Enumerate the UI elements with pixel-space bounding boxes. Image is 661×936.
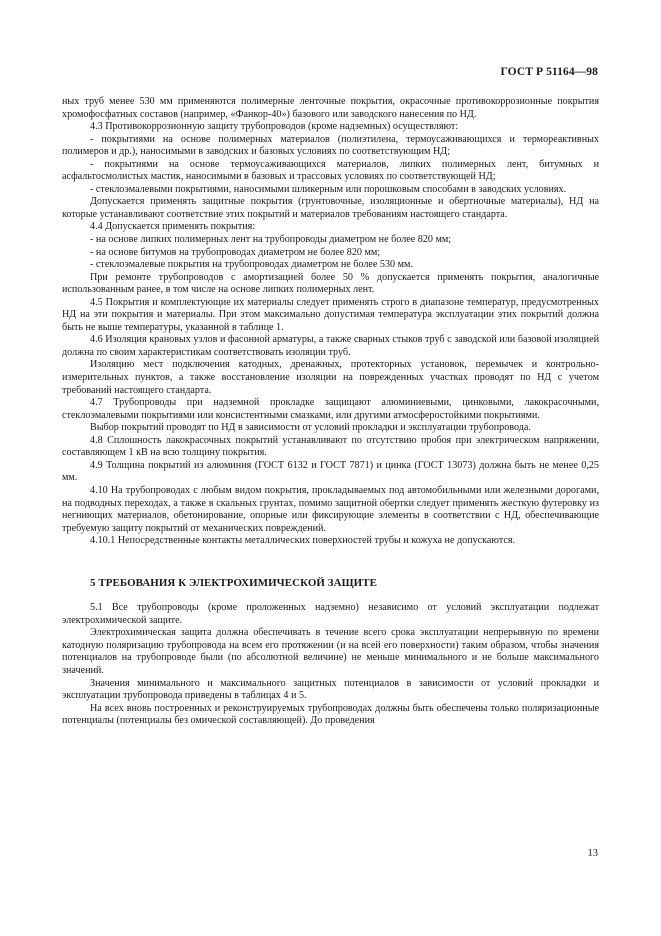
- paragraph-4-4: 4.4 Допускается применять покрытия:: [90, 221, 256, 233]
- paragraph: При ремонте трубопроводов с амортизацией более 50 % допускается применять покрытия, аналогичные использованным ранее, в том числе на основе липких полимерных лент.: [62, 271, 599, 296]
- section-5-heading: 5 ТРЕБОВАНИЯ К ЭЛЕКТРОХИМИЧЕСКОЙ ЗАЩИТЕ: [90, 576, 377, 589]
- list-item: - покрытиями на основе полимерных материалов (полиэтилена, термоусаживающихся и термореактивных полимеров и др.), наносимыми в заводских и базовых условиях по соответствующим НД;: [62, 133, 599, 158]
- paragraph-4-6: 4.6 Изоляция крановых узлов и фасонной арматуры, а также сварных стыков труб с заводской или базовой изоляцией должна по своим характеристикам соответствовать изоляции труб.: [62, 334, 599, 358]
- paragraph: Значения минимального и максимального защитных потенциалов в зависимости от условий прокладки и эксплуатации трубопровода приведены в таблицах 4 и 5.: [62, 677, 599, 702]
- paragraph: Изоляцию мест подключения катодных, дренажных, протекторных установок, перемычек и контрольно-измерительных пунктов, а также восстановление изоляции на поврежденных участках проводят по НД с учетом требований настоящего стандарта.: [62, 359, 599, 396]
- paragraph: ных труб менее 530 мм применяются полимерные ленточные покрытия, окрасочные противокоррозионные покрытия хромофосфатных составов (например, «Фанкор-40») базового или заводского нанесения по НД.: [62, 96, 599, 120]
- paragraph: На всех вновь построенных и реконструируемых трубопроводах должны быть обеспечены только поляризационные потенциалы (потенциалы без омической составляющей). До проведения: [62, 702, 599, 727]
- list-item: - на основе битумов на трубопроводах диаметром не более 820 мм;: [90, 246, 381, 258]
- paragraph-5-1: 5.1 Все трубопроводы (кроме проложенных надземно) независимо от условий эксплуатации подлежат электрохимической защите.: [62, 602, 599, 626]
- list-item: - на основе липких полимерных лент на трубопроводы диаметром не более 820 мм;: [90, 234, 452, 246]
- paragraph: Выбор покрытий проводят по НД в зависимости от условий прокладки и эксплуатации трубопровода.: [90, 422, 531, 434]
- list-item: - покрытиями на основе термоусаживающихся материалов, липких полимерных лент, битумных и асфальтосмолистых мастик, наносимыми в базовых и трассовых условиях по соответствующей НД;: [62, 158, 599, 183]
- paragraph-4-7: 4.7 Трубопроводы при надземной прокладке защищают алюминиевыми, цинковыми, лакокрасочными, стеклоэмалевыми покрытиями или консистентными смазками, или другими атмосферостойкими покрытиями.: [62, 397, 599, 421]
- paragraph-4-10-1: 4.10.1 Непосредственные контакты металлических поверхностей трубы и кожуха не допускаются.: [90, 535, 516, 547]
- paragraph-4-3: 4.3 Противокоррозионную защиту трубопроводов (кроме надземных) осуществляют:: [90, 121, 459, 133]
- page-number: 13: [587, 848, 598, 859]
- list-item: - стеклоэмалевые покрытия на трубопроводах диаметром не более 530 мм.: [90, 259, 413, 271]
- document-body: [62, 96, 599, 728]
- list-item: - стеклоэмалевыми покрытиями, наносимыми шликерным или порошковым способами в заводских условиях.: [90, 183, 567, 195]
- paragraph-4-8: 4.8 Сплошность лакокрасочных покрытий устанавливают по отсутствию пробоя при электрическом напряжении, составляющем 1 кВ на всю толщину покрытия.: [62, 434, 599, 459]
- paragraph: Допускается применять защитные покрытия (грунтовочные, изоляционные и обертночные материалы), НД на которые устанавливают соответствие этих покрытий и материалов требованиям настоящего стандарта.: [62, 196, 599, 220]
- paragraph-4-9: 4.9 Толщина покрытий из алюминия (ГОСТ 6132 и ГОСТ 7871) и цинка (ГОСТ 13073) должна быть не менее 0,25 мм.: [62, 459, 599, 484]
- paragraph-4-5: 4.5 Покрытия и комплектующие их материалы следует применять строго в диапазоне температур, предусмотренных НД на эти покрытия и материалы. При этом максимально допустимая температура эксплуатации этих покрытий должна быть не выше температуры, указанной в таблице 1.: [62, 296, 599, 333]
- standard-header: ГОСТ Р 51164—98: [500, 66, 598, 78]
- paragraph: Электрохимическая защита должна обеспечивать в течение всего срока эксплуатации непрерывную по времени катодную поляризацию трубопровода на всем его протяжении (и на всей его поверхности) таким образом, чтобы значения потенциалов на трубопроводе были (по абсолютной величине) не меньше минимального и не больше максимального значений.: [62, 627, 599, 676]
- paragraph-4-10: 4.10 На трубопроводах с любым видом покрытия, прокладываемых под автомобильными или железными дорогами, на подводных переходах, а также в скальных грунтах, помимо защитной обертки следует применять жесткую футеровку из негниющих материалов, обетонирование, опорные или фиксирующие элементы в соответствии с НД, обеспечивающие требуемую защиту покрытий от механических повреждений.: [62, 484, 599, 534]
